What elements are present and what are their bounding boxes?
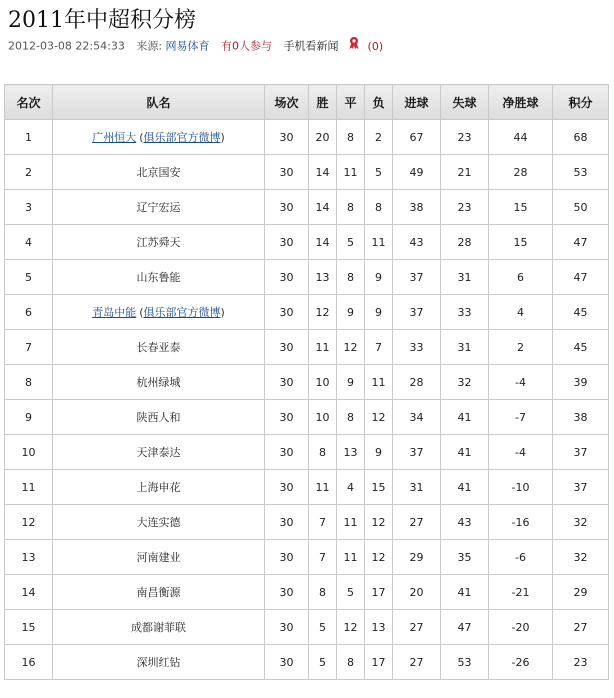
cell-rank: 6: [5, 295, 53, 330]
cell-team: 河南建业: [53, 540, 265, 575]
cell-drawn: 9: [337, 365, 365, 400]
table-row: [5, 505, 609, 540]
cell-goal-diff: -20: [489, 610, 553, 645]
official-weibo-link[interactable]: 俱乐部官方微博: [143, 306, 221, 319]
table-row: [5, 155, 609, 190]
cell-rank: 1: [5, 120, 53, 155]
team-link[interactable]: 青岛中能: [92, 306, 137, 319]
cell-rank: 13: [5, 540, 53, 575]
weibo-link-wrapper: [139, 306, 225, 319]
cell-rank: 5: [5, 260, 53, 295]
cell-goal-diff: -21: [489, 575, 553, 610]
cell-goal-diff: -16: [489, 505, 553, 540]
cell-rank: 7: [5, 330, 53, 365]
cell-goals-against: 41: [441, 435, 489, 470]
cell-lost: 9: [365, 260, 393, 295]
cell-goals-for: 37: [393, 260, 441, 295]
cell-won: 10: [309, 400, 337, 435]
cell-goals-against: 31: [441, 260, 489, 295]
cell-played: 30: [265, 190, 309, 225]
cell-goals-against: 35: [441, 540, 489, 575]
cell-drawn: 12: [337, 610, 365, 645]
article-meta: [8, 36, 383, 56]
table-row: [5, 540, 609, 575]
cell-points: 68: [553, 120, 609, 155]
col-header-team: 队名: [53, 85, 265, 120]
cell-won: 8: [309, 575, 337, 610]
cell-goal-diff: 2: [489, 330, 553, 365]
cell-won: 7: [309, 540, 337, 575]
cell-goals-against: 23: [441, 190, 489, 225]
cell-won: 14: [309, 225, 337, 260]
cell-won: 14: [309, 190, 337, 225]
cell-team: 陕西人和: [53, 400, 265, 435]
cell-played: 30: [265, 540, 309, 575]
cell-goals-for: 43: [393, 225, 441, 260]
cell-rank: 11: [5, 470, 53, 505]
cell-goal-diff: -4: [489, 365, 553, 400]
comment-count-link[interactable]: 有0人参与: [221, 39, 273, 53]
ribbon-icon[interactable]: [348, 36, 360, 57]
cell-lost: 2: [365, 120, 393, 155]
close-paren: ): [220, 131, 225, 144]
table-row: [5, 435, 609, 470]
cell-goal-diff: 15: [489, 225, 553, 260]
cell-drawn: 4: [337, 470, 365, 505]
cell-won: 11: [309, 330, 337, 365]
cell-goal-diff: 15: [489, 190, 553, 225]
share-count: (0): [367, 39, 384, 53]
cell-rank: 4: [5, 225, 53, 260]
cell-goal-diff: 4: [489, 295, 553, 330]
cell-played: 30: [265, 470, 309, 505]
cell-goals-against: 33: [441, 295, 489, 330]
cell-played: 30: [265, 120, 309, 155]
cell-won: 5: [309, 645, 337, 680]
cell-rank: 14: [5, 575, 53, 610]
cell-goal-diff: -26: [489, 645, 553, 680]
cell-points: 29: [553, 575, 609, 610]
cell-points: 37: [553, 470, 609, 505]
cell-team: 深圳红钻: [53, 645, 265, 680]
cell-team: 长春亚泰: [53, 330, 265, 365]
cell-points: 32: [553, 505, 609, 540]
cell-goals-for: 37: [393, 295, 441, 330]
table-row: [5, 470, 609, 505]
cell-won: 11: [309, 470, 337, 505]
cell-team: 上海申花: [53, 470, 265, 505]
cell-team: 天津泰达: [53, 435, 265, 470]
cell-goals-for: 34: [393, 400, 441, 435]
source-label: 来源:: [136, 39, 163, 53]
standings-body: [5, 120, 609, 680]
cell-played: 30: [265, 435, 309, 470]
col-header-goals-against: 失球: [441, 85, 489, 120]
cell-goal-diff: -10: [489, 470, 553, 505]
standings-table: [4, 84, 609, 680]
cell-played: 30: [265, 260, 309, 295]
cell-played: 30: [265, 645, 309, 680]
cell-won: 12: [309, 295, 337, 330]
cell-played: 30: [265, 400, 309, 435]
page-title: 2011年中超积分榜: [8, 8, 196, 33]
cell-played: 30: [265, 295, 309, 330]
cell-lost: 5: [365, 155, 393, 190]
cell-drawn: 12: [337, 330, 365, 365]
cell-rank: 3: [5, 190, 53, 225]
cell-lost: 13: [365, 610, 393, 645]
cell-goals-for: 27: [393, 645, 441, 680]
cell-goals-against: 41: [441, 400, 489, 435]
cell-won: 8: [309, 435, 337, 470]
cell-rank: 10: [5, 435, 53, 470]
cell-drawn: 5: [337, 575, 365, 610]
timestamp: 2012-03-08 22:54:33: [8, 39, 125, 53]
cell-won: 20: [309, 120, 337, 155]
cell-lost: 9: [365, 435, 393, 470]
cell-played: 30: [265, 365, 309, 400]
cell-lost: 17: [365, 575, 393, 610]
cell-played: 30: [265, 505, 309, 540]
cell-team: [53, 295, 265, 330]
cell-rank: 8: [5, 365, 53, 400]
cell-goals-for: 20: [393, 575, 441, 610]
cell-drawn: 8: [337, 120, 365, 155]
col-header-won: 胜: [309, 85, 337, 120]
cell-won: 5: [309, 610, 337, 645]
table-row: [5, 365, 609, 400]
cell-goal-diff: 6: [489, 260, 553, 295]
cell-drawn: 8: [337, 190, 365, 225]
cell-points: 32: [553, 540, 609, 575]
cell-points: 37: [553, 435, 609, 470]
col-header-goal-diff: 净胜球: [489, 85, 553, 120]
cell-won: 7: [309, 505, 337, 540]
cell-goals-against: 21: [441, 155, 489, 190]
cell-played: 30: [265, 330, 309, 365]
table-row: [5, 295, 609, 330]
table-row: [5, 260, 609, 295]
cell-goal-diff: -7: [489, 400, 553, 435]
cell-points: 39: [553, 365, 609, 400]
cell-played: 30: [265, 225, 309, 260]
cell-goals-against: 31: [441, 330, 489, 365]
cell-drawn: 11: [337, 540, 365, 575]
cell-team: [53, 120, 265, 155]
cell-lost: 17: [365, 645, 393, 680]
cell-drawn: 5: [337, 225, 365, 260]
col-header-drawn: 平: [337, 85, 365, 120]
cell-lost: 12: [365, 505, 393, 540]
cell-points: 50: [553, 190, 609, 225]
cell-goals-for: 37: [393, 435, 441, 470]
cell-rank: 2: [5, 155, 53, 190]
cell-played: 30: [265, 575, 309, 610]
cell-team: 山东鲁能: [53, 260, 265, 295]
col-header-played: 场次: [265, 85, 309, 120]
cell-team: 成都谢菲联: [53, 610, 265, 645]
mobile-news-link[interactable]: 手机看新闻: [283, 39, 339, 53]
cell-drawn: 9: [337, 295, 365, 330]
table-row: [5, 645, 609, 680]
cell-points: 47: [553, 260, 609, 295]
cell-goals-for: 67: [393, 120, 441, 155]
cell-goals-against: 53: [441, 645, 489, 680]
table-row: [5, 330, 609, 365]
cell-goals-for: 29: [393, 540, 441, 575]
source-link[interactable]: 网易体育: [165, 39, 210, 53]
cell-goal-diff: 28: [489, 155, 553, 190]
table-row: [5, 610, 609, 645]
cell-goals-against: 47: [441, 610, 489, 645]
cell-points: 38: [553, 400, 609, 435]
cell-goal-diff: -6: [489, 540, 553, 575]
cell-drawn: 8: [337, 260, 365, 295]
cell-points: 45: [553, 295, 609, 330]
table-row: [5, 400, 609, 435]
cell-goals-against: 32: [441, 365, 489, 400]
table-row: [5, 120, 609, 155]
cell-lost: 11: [365, 365, 393, 400]
cell-goals-against: 43: [441, 505, 489, 540]
official-weibo-link[interactable]: 俱乐部官方微博: [143, 131, 221, 144]
cell-goals-for: 27: [393, 610, 441, 645]
col-header-points: 积分: [553, 85, 609, 120]
open-paren: (: [139, 131, 144, 144]
weibo-link-wrapper: [139, 131, 225, 144]
cell-points: 27: [553, 610, 609, 645]
col-header-goals-for: 进球: [393, 85, 441, 120]
col-header-rank: 名次: [5, 85, 53, 120]
cell-team: 辽宁宏运: [53, 190, 265, 225]
cell-lost: 8: [365, 190, 393, 225]
cell-won: 10: [309, 365, 337, 400]
cell-rank: 12: [5, 505, 53, 540]
cell-drawn: 11: [337, 505, 365, 540]
cell-goals-for: 28: [393, 365, 441, 400]
open-paren: (: [139, 306, 144, 319]
cell-team: 北京国安: [53, 155, 265, 190]
cell-lost: 11: [365, 225, 393, 260]
col-header-lost: 负: [365, 85, 393, 120]
cell-won: 13: [309, 260, 337, 295]
cell-goals-against: 28: [441, 225, 489, 260]
cell-drawn: 8: [337, 645, 365, 680]
cell-drawn: 8: [337, 400, 365, 435]
cell-goals-for: 38: [393, 190, 441, 225]
cell-points: 53: [553, 155, 609, 190]
cell-goals-for: 33: [393, 330, 441, 365]
cell-played: 30: [265, 610, 309, 645]
cell-points: 47: [553, 225, 609, 260]
cell-goal-diff: 44: [489, 120, 553, 155]
cell-team: 杭州绿城: [53, 365, 265, 400]
cell-goals-against: 41: [441, 575, 489, 610]
table-row: [5, 225, 609, 260]
cell-lost: 12: [365, 540, 393, 575]
table-row: [5, 575, 609, 610]
team-link[interactable]: 广州恒大: [92, 131, 137, 144]
cell-team: 大连实德: [53, 505, 265, 540]
cell-drawn: 13: [337, 435, 365, 470]
cell-rank: 15: [5, 610, 53, 645]
cell-team: 南昌衡源: [53, 575, 265, 610]
cell-goals-against: 41: [441, 470, 489, 505]
cell-rank: 16: [5, 645, 53, 680]
cell-lost: 12: [365, 400, 393, 435]
cell-points: 23: [553, 645, 609, 680]
cell-rank: 9: [5, 400, 53, 435]
cell-drawn: 11: [337, 155, 365, 190]
close-paren: ): [220, 306, 225, 319]
table-row: [5, 190, 609, 225]
cell-won: 14: [309, 155, 337, 190]
cell-lost: 9: [365, 295, 393, 330]
cell-goals-for: 27: [393, 505, 441, 540]
cell-goals-for: 49: [393, 155, 441, 190]
cell-team: 江苏舜天: [53, 225, 265, 260]
table-header-row: [5, 85, 609, 120]
cell-points: 45: [553, 330, 609, 365]
cell-lost: 7: [365, 330, 393, 365]
cell-lost: 15: [365, 470, 393, 505]
cell-played: 30: [265, 155, 309, 190]
cell-goals-against: 23: [441, 120, 489, 155]
cell-goal-diff: -4: [489, 435, 553, 470]
cell-goals-for: 31: [393, 470, 441, 505]
